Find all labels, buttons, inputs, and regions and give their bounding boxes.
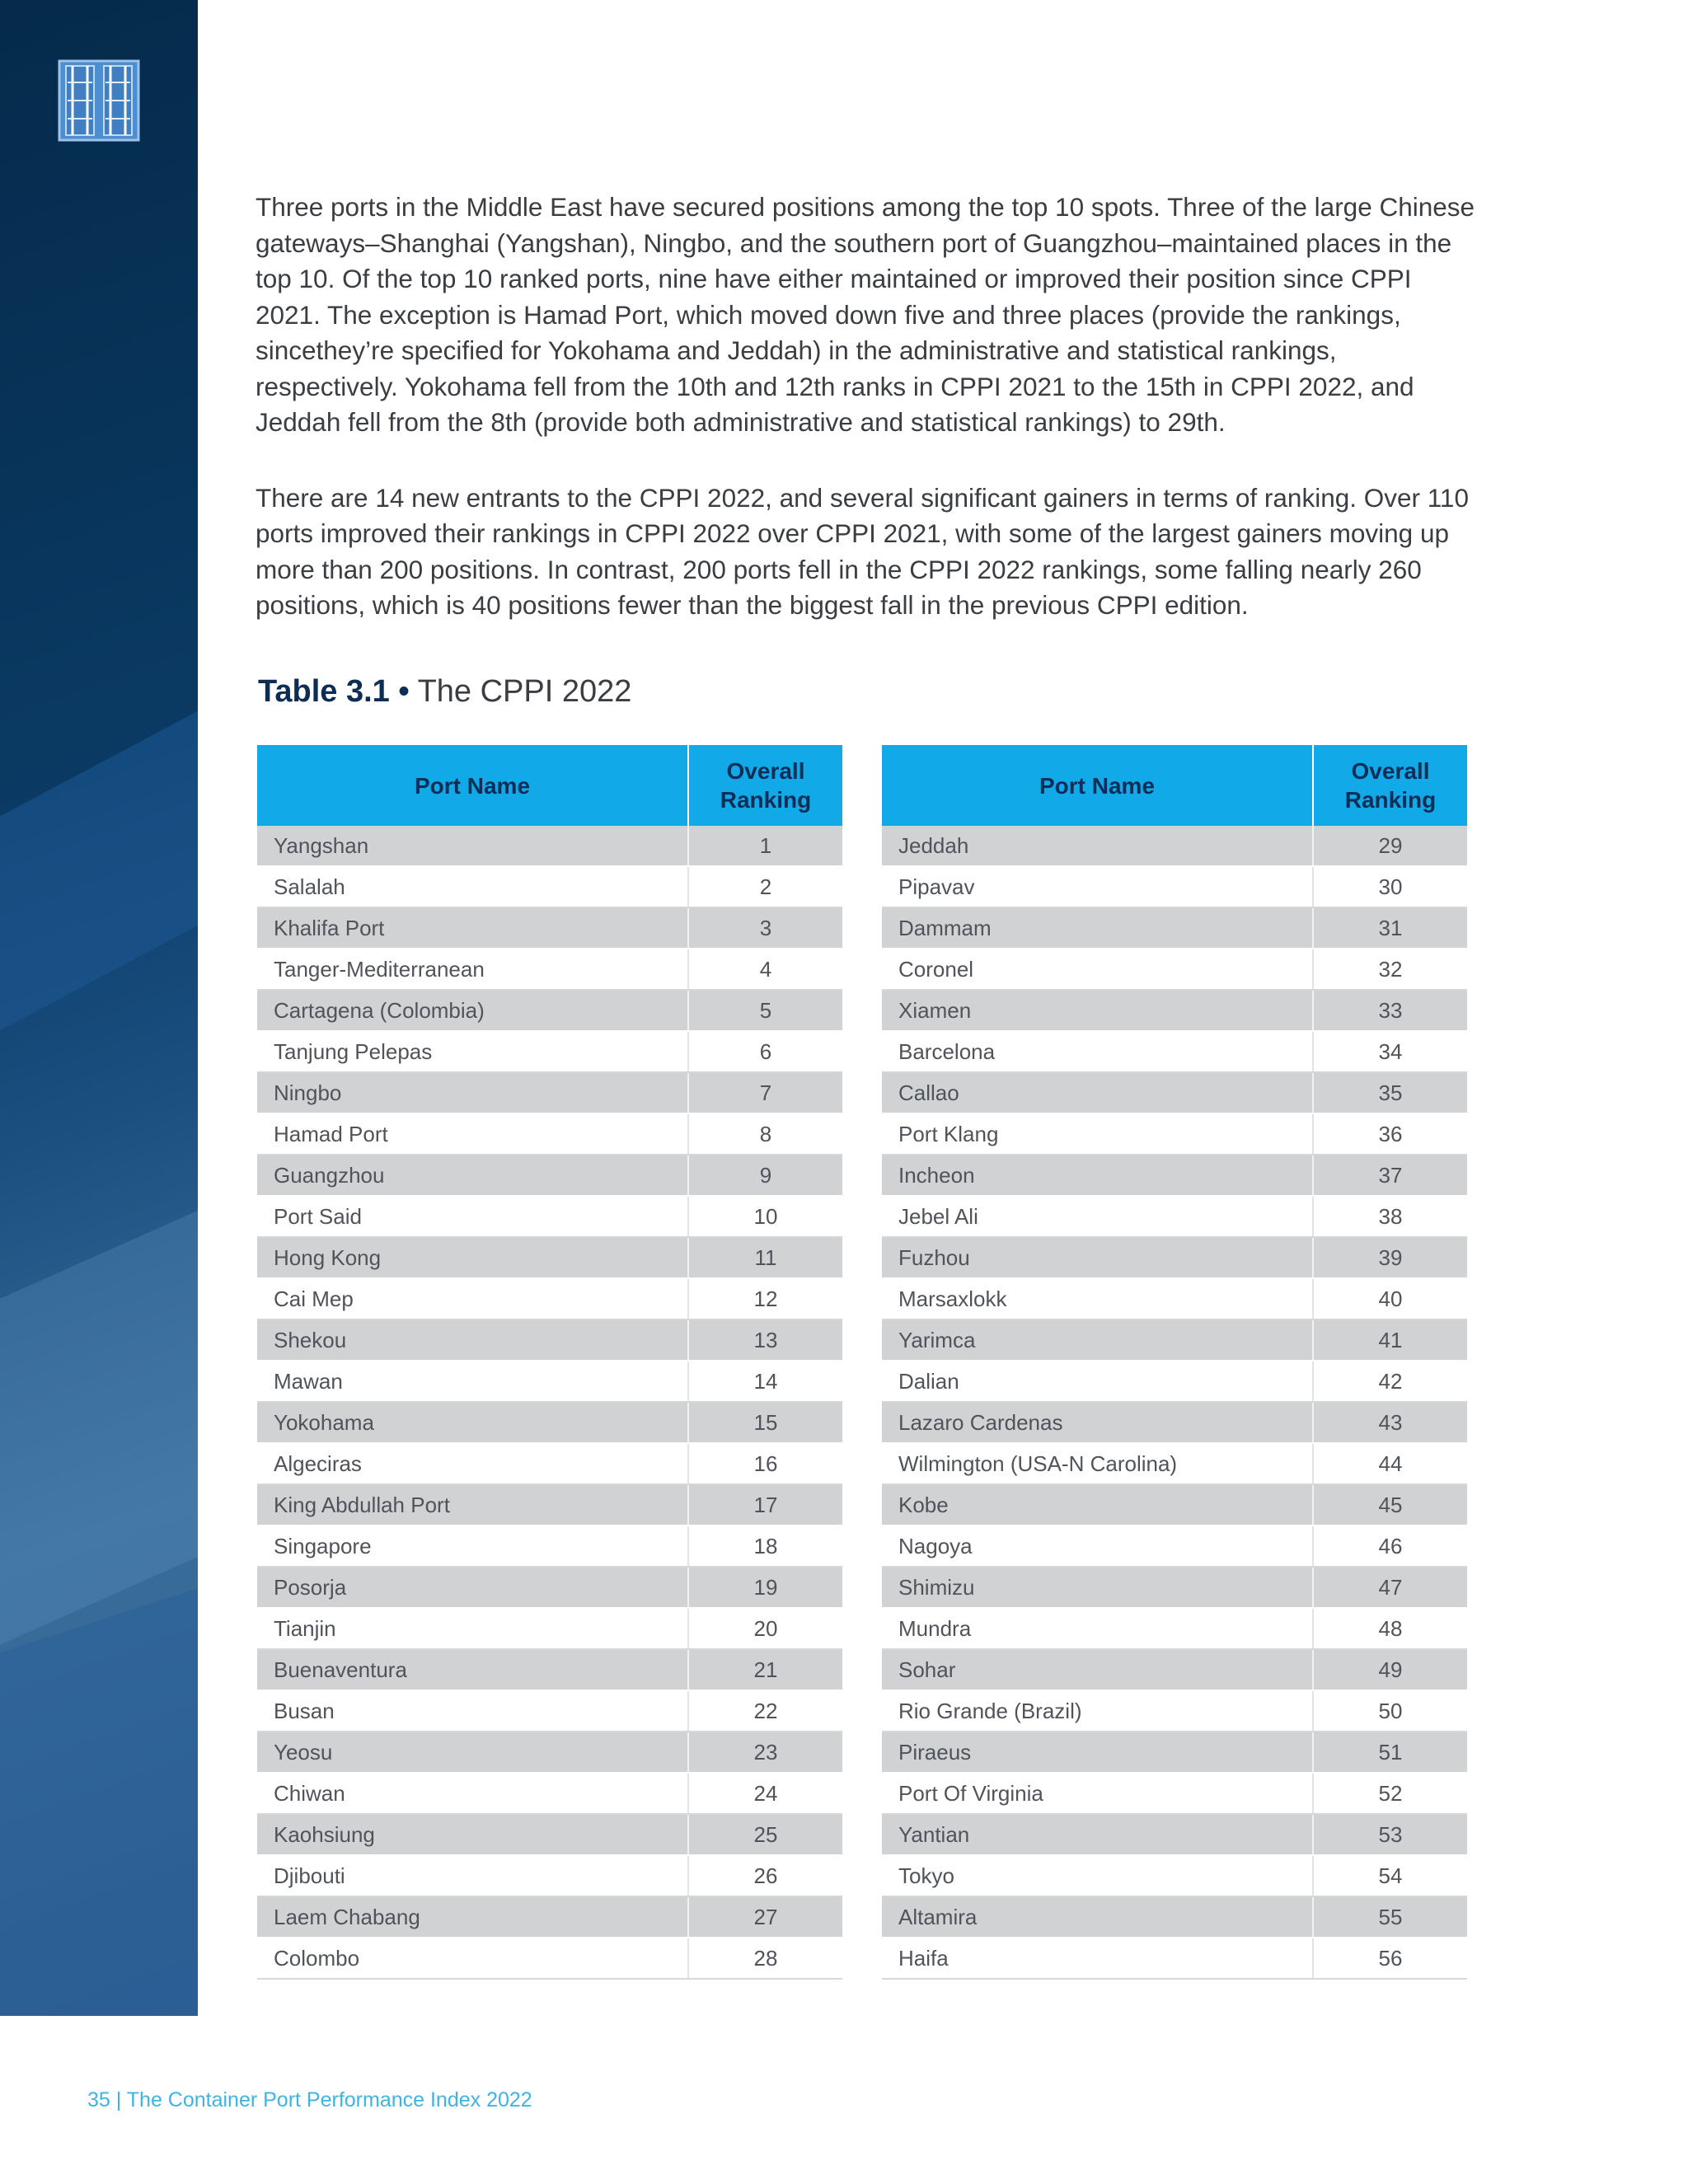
band-streak xyxy=(0,1160,198,1660)
ranking-cell: 8 xyxy=(688,1113,842,1155)
table-row xyxy=(257,1361,842,1402)
port-name-cell: Fuzhou xyxy=(882,1237,1313,1278)
ranking-cell: 37 xyxy=(1313,1155,1467,1196)
paragraph: There are 14 new entrants to the CPPI 2022, and several significant gainers in terms of ranking. Over 110 ports improved their rankings in CPPI 2022 over CPPI 2021, with some of the largest gainers moving up more than 200 positions. In contrast, 200 ports fell in the CPPI 2022 rankings, some falling nearly 260 positions, which is 40 positions fewer than the biggest fall in the previous CPPI edition. xyxy=(256,482,1469,620)
table-row xyxy=(882,1814,1467,1855)
ranking-cell: 28 xyxy=(688,1938,842,1979)
port-name-cell: Dalian xyxy=(882,1361,1313,1402)
port-name-cell: Wilmington (USA-N Carolina) xyxy=(882,1443,1313,1484)
port-name-cell: Yokohama xyxy=(257,1402,688,1443)
ranking-cell: 16 xyxy=(688,1443,842,1484)
table-row xyxy=(257,1319,842,1361)
port-name-cell: Tanjung Pelepas xyxy=(257,1031,688,1072)
overall-ranking-header xyxy=(688,745,842,826)
band-streak xyxy=(0,649,198,1047)
port-name-cell: Tokyo xyxy=(882,1855,1313,1896)
ranking-cell: 54 xyxy=(1313,1855,1467,1896)
table-row xyxy=(257,1031,842,1072)
table-row xyxy=(882,1443,1467,1484)
table-row xyxy=(257,1896,842,1938)
port-name-cell: Busan xyxy=(257,1690,688,1732)
port-name-cell: Shekou xyxy=(257,1319,688,1361)
table-row xyxy=(882,1278,1467,1319)
ranking-cell: 22 xyxy=(688,1690,842,1732)
table-row xyxy=(882,1155,1467,1196)
port-name-cell: Sohar xyxy=(882,1649,1313,1690)
table-row xyxy=(257,1567,842,1608)
ranking-cell: 49 xyxy=(1313,1649,1467,1690)
ranking-cell: 2 xyxy=(688,866,842,907)
table-header-row xyxy=(257,745,842,826)
port-name-cell: Algeciras xyxy=(257,1443,688,1484)
ranking-cell: 32 xyxy=(1313,949,1467,990)
ranking-cell: 35 xyxy=(1313,1072,1467,1113)
port-name-cell: Jebel Ali xyxy=(882,1196,1313,1237)
port-name-cell: Mawan xyxy=(257,1361,688,1402)
overall-ranking-header xyxy=(1313,745,1467,826)
table-row xyxy=(882,1113,1467,1155)
table-row xyxy=(257,949,842,990)
table-row xyxy=(257,1732,842,1773)
port-name-cell: Tanger-Mediterranean xyxy=(257,949,688,990)
table-row xyxy=(882,1567,1467,1608)
table-row xyxy=(882,1361,1467,1402)
table-row xyxy=(882,1031,1467,1072)
ranking-table-right xyxy=(882,745,1467,1980)
caption-separator: • xyxy=(398,674,410,709)
table-row xyxy=(257,1526,842,1567)
port-name-cell: Hong Kong xyxy=(257,1237,688,1278)
table-row xyxy=(257,1402,842,1443)
table-row xyxy=(257,1196,842,1237)
ranking-cell: 18 xyxy=(688,1526,842,1567)
table-row xyxy=(882,866,1467,907)
ranking-cell: 56 xyxy=(1313,1938,1467,1979)
port-name-cell: Yarimca xyxy=(882,1319,1313,1361)
ranking-cell: 40 xyxy=(1313,1278,1467,1319)
port-name-cell: Yeosu xyxy=(257,1732,688,1773)
ranking-cell: 19 xyxy=(688,1567,842,1608)
port-name-cell: Coronel xyxy=(882,949,1313,990)
ranking-header-line: Overall xyxy=(726,758,805,784)
ranking-cell: 1 xyxy=(688,826,842,866)
ranking-cell: 29 xyxy=(1313,826,1467,866)
ranking-cell: 44 xyxy=(1313,1443,1467,1484)
ranking-cell: 38 xyxy=(1313,1196,1467,1237)
port-name-cell: Cai Mep xyxy=(257,1278,688,1319)
ranking-cell: 52 xyxy=(1313,1773,1467,1814)
port-name-cell: Djibouti xyxy=(257,1855,688,1896)
port-name-cell: Port Klang xyxy=(882,1113,1313,1155)
side-decoration-band xyxy=(0,0,198,2016)
table-body xyxy=(882,826,1467,1979)
port-name-cell: Salalah xyxy=(257,866,688,907)
ranking-cell: 30 xyxy=(1313,866,1467,907)
port-name-cell: Shimizu xyxy=(882,1567,1313,1608)
table-row xyxy=(882,1732,1467,1773)
table-row xyxy=(882,1938,1467,1979)
ranking-cell: 17 xyxy=(688,1484,842,1526)
port-name-cell: Rio Grande (Brazil) xyxy=(882,1690,1313,1732)
table-row xyxy=(257,866,842,907)
port-name-cell: Lazaro Cardenas xyxy=(882,1402,1313,1443)
table-row xyxy=(257,1443,842,1484)
ranking-cell: 9 xyxy=(688,1155,842,1196)
ranking-cell: 27 xyxy=(688,1896,842,1938)
body-text xyxy=(256,190,1475,663)
table-row xyxy=(257,1278,842,1319)
ranking-cell: 51 xyxy=(1313,1732,1467,1773)
ranking-cell: 47 xyxy=(1313,1567,1467,1608)
ranking-cell: 7 xyxy=(688,1072,842,1113)
ranking-cell: 12 xyxy=(688,1278,842,1319)
table-row xyxy=(882,1237,1467,1278)
ranking-cell: 41 xyxy=(1313,1319,1467,1361)
ranking-cell: 26 xyxy=(688,1855,842,1896)
table-caption xyxy=(258,674,631,710)
ranking-cell: 25 xyxy=(688,1814,842,1855)
ranking-cell: 50 xyxy=(1313,1690,1467,1732)
port-name-cell: Yangshan xyxy=(257,826,688,866)
ranking-cell: 6 xyxy=(688,1031,842,1072)
port-name-cell: Posorja xyxy=(257,1567,688,1608)
table-row xyxy=(882,1319,1467,1361)
port-name-cell: Port Of Virginia xyxy=(882,1773,1313,1814)
table-row xyxy=(257,1484,842,1526)
port-name-cell: Xiamen xyxy=(882,990,1313,1031)
ranking-cell: 23 xyxy=(688,1732,842,1773)
table-row xyxy=(882,1072,1467,1113)
port-name-cell: Buenaventura xyxy=(257,1649,688,1690)
port-name-cell: Hamad Port xyxy=(257,1113,688,1155)
ranking-cell: 53 xyxy=(1313,1814,1467,1855)
ranking-cell: 20 xyxy=(688,1608,842,1649)
port-name-cell: Marsaxlokk xyxy=(882,1278,1313,1319)
port-name-cell: King Abdullah Port xyxy=(257,1484,688,1526)
port-name-cell: Piraeus xyxy=(882,1732,1313,1773)
table-row xyxy=(882,1196,1467,1237)
ranking-cell: 5 xyxy=(688,990,842,1031)
publication-title: The Container Port Performance Index 2022 xyxy=(126,2088,532,2111)
table-row xyxy=(882,1526,1467,1567)
page-footer xyxy=(87,2088,532,2112)
ranking-cell: 4 xyxy=(688,949,842,990)
port-name-cell: Ningbo xyxy=(257,1072,688,1113)
table-body xyxy=(257,826,842,1979)
ranking-cell: 36 xyxy=(1313,1113,1467,1155)
ranking-cell: 15 xyxy=(688,1402,842,1443)
port-name-cell: Laem Chabang xyxy=(257,1896,688,1938)
table-row xyxy=(257,907,842,949)
ranking-cell: 42 xyxy=(1313,1361,1467,1402)
table-row xyxy=(257,1773,842,1814)
table-row xyxy=(882,990,1467,1031)
port-name-cell: Tianjin xyxy=(257,1608,688,1649)
port-name-cell: Cartagena (Colombia) xyxy=(257,990,688,1031)
page-number: 35 xyxy=(87,2088,110,2111)
shipping-container-icon xyxy=(58,59,140,142)
port-name-cell: Khalifa Port xyxy=(257,907,688,949)
ranking-cell: 55 xyxy=(1313,1896,1467,1938)
port-name-cell: Kaohsiung xyxy=(257,1814,688,1855)
table-row xyxy=(257,1649,842,1690)
table-row xyxy=(257,1113,842,1155)
ranking-table-left xyxy=(257,745,842,1980)
table-row xyxy=(882,1855,1467,1896)
port-name-cell: Nagoya xyxy=(882,1526,1313,1567)
table-header-row xyxy=(882,745,1467,826)
table-row xyxy=(882,1608,1467,1649)
ranking-cell: 48 xyxy=(1313,1608,1467,1649)
table-number: Table 3.1 xyxy=(258,674,390,709)
port-name-header: Port Name xyxy=(257,745,688,826)
ranking-cell: 46 xyxy=(1313,1526,1467,1567)
ranking-cell: 39 xyxy=(1313,1237,1467,1278)
ranking-header-line: Overall xyxy=(1351,758,1430,784)
table-row xyxy=(882,1484,1467,1526)
table-row xyxy=(257,990,842,1031)
port-name-cell: Singapore xyxy=(257,1526,688,1567)
table-title: The CPPI 2022 xyxy=(417,674,632,709)
ranking-cell: 14 xyxy=(688,1361,842,1402)
table-row xyxy=(257,1072,842,1113)
table-row xyxy=(257,1814,842,1855)
ranking-cell: 13 xyxy=(688,1319,842,1361)
port-name-cell: Guangzhou xyxy=(257,1155,688,1196)
port-name-cell: Incheon xyxy=(882,1155,1313,1196)
port-name-cell: Altamira xyxy=(882,1896,1313,1938)
table-row xyxy=(882,826,1467,866)
ranking-cell: 24 xyxy=(688,1773,842,1814)
ranking-cell: 21 xyxy=(688,1649,842,1690)
ranking-cell: 45 xyxy=(1313,1484,1467,1526)
table-row xyxy=(257,826,842,866)
table-row xyxy=(882,1773,1467,1814)
port-name-cell: Colombo xyxy=(257,1938,688,1979)
ranking-cell: 43 xyxy=(1313,1402,1467,1443)
port-name-cell: Yantian xyxy=(882,1814,1313,1855)
port-name-cell: Jeddah xyxy=(882,826,1313,866)
table-row xyxy=(257,1608,842,1649)
port-name-cell: Port Said xyxy=(257,1196,688,1237)
port-name-cell: Mundra xyxy=(882,1608,1313,1649)
port-name-cell: Dammam xyxy=(882,907,1313,949)
port-name-header: Port Name xyxy=(882,745,1313,826)
ranking-header-line: Ranking xyxy=(1344,787,1437,813)
table-row xyxy=(882,949,1467,990)
port-name-cell: Chiwan xyxy=(257,1773,688,1814)
table-row xyxy=(882,1649,1467,1690)
ranking-cell: 3 xyxy=(688,907,842,949)
table-row xyxy=(257,1237,842,1278)
table-row xyxy=(882,1690,1467,1732)
ranking-cell: 34 xyxy=(1313,1031,1467,1072)
port-name-cell: Barcelona xyxy=(882,1031,1313,1072)
port-name-cell: Pipavav xyxy=(882,866,1313,907)
port-name-cell: Haifa xyxy=(882,1938,1313,1979)
ranking-cell: 33 xyxy=(1313,990,1467,1031)
table-row xyxy=(257,1155,842,1196)
table-row xyxy=(882,1402,1467,1443)
table-row xyxy=(882,907,1467,949)
port-name-cell: Kobe xyxy=(882,1484,1313,1526)
ranking-cell: 31 xyxy=(1313,907,1467,949)
table-row xyxy=(882,1896,1467,1938)
table-row xyxy=(257,1690,842,1732)
ranking-header-line: Ranking xyxy=(720,787,812,813)
port-name-cell: Callao xyxy=(882,1072,1313,1113)
table-row xyxy=(257,1855,842,1896)
paragraph: Three ports in the Middle East have secured positions among the top 10 spots. Three of the large Chinese gateways–Shanghai (Yangshan), Ningbo, and the southern port of Guangzhou–maintained places in the top 10. Of the top 10 ranked ports, nine have either maintained or improved their position since CPPI 2021. The exception is Hamad Port, which moved down five and three places (provide the rankings, sincethey’re specified for Yokohama and Jeddah) in the administrative and statistical rankings, respectively. Yokohama fell from the 10th and 12th ranks in CPPI 2021 to the 15th in CPPI 2022, and Jeddah fell from the 8th (provide both administrative and statistical rankings) to 29th. xyxy=(256,192,1475,437)
table-row xyxy=(257,1938,842,1979)
ranking-cell: 11 xyxy=(688,1237,842,1278)
footer-separator: | xyxy=(115,2088,122,2111)
ranking-cell: 10 xyxy=(688,1196,842,1237)
